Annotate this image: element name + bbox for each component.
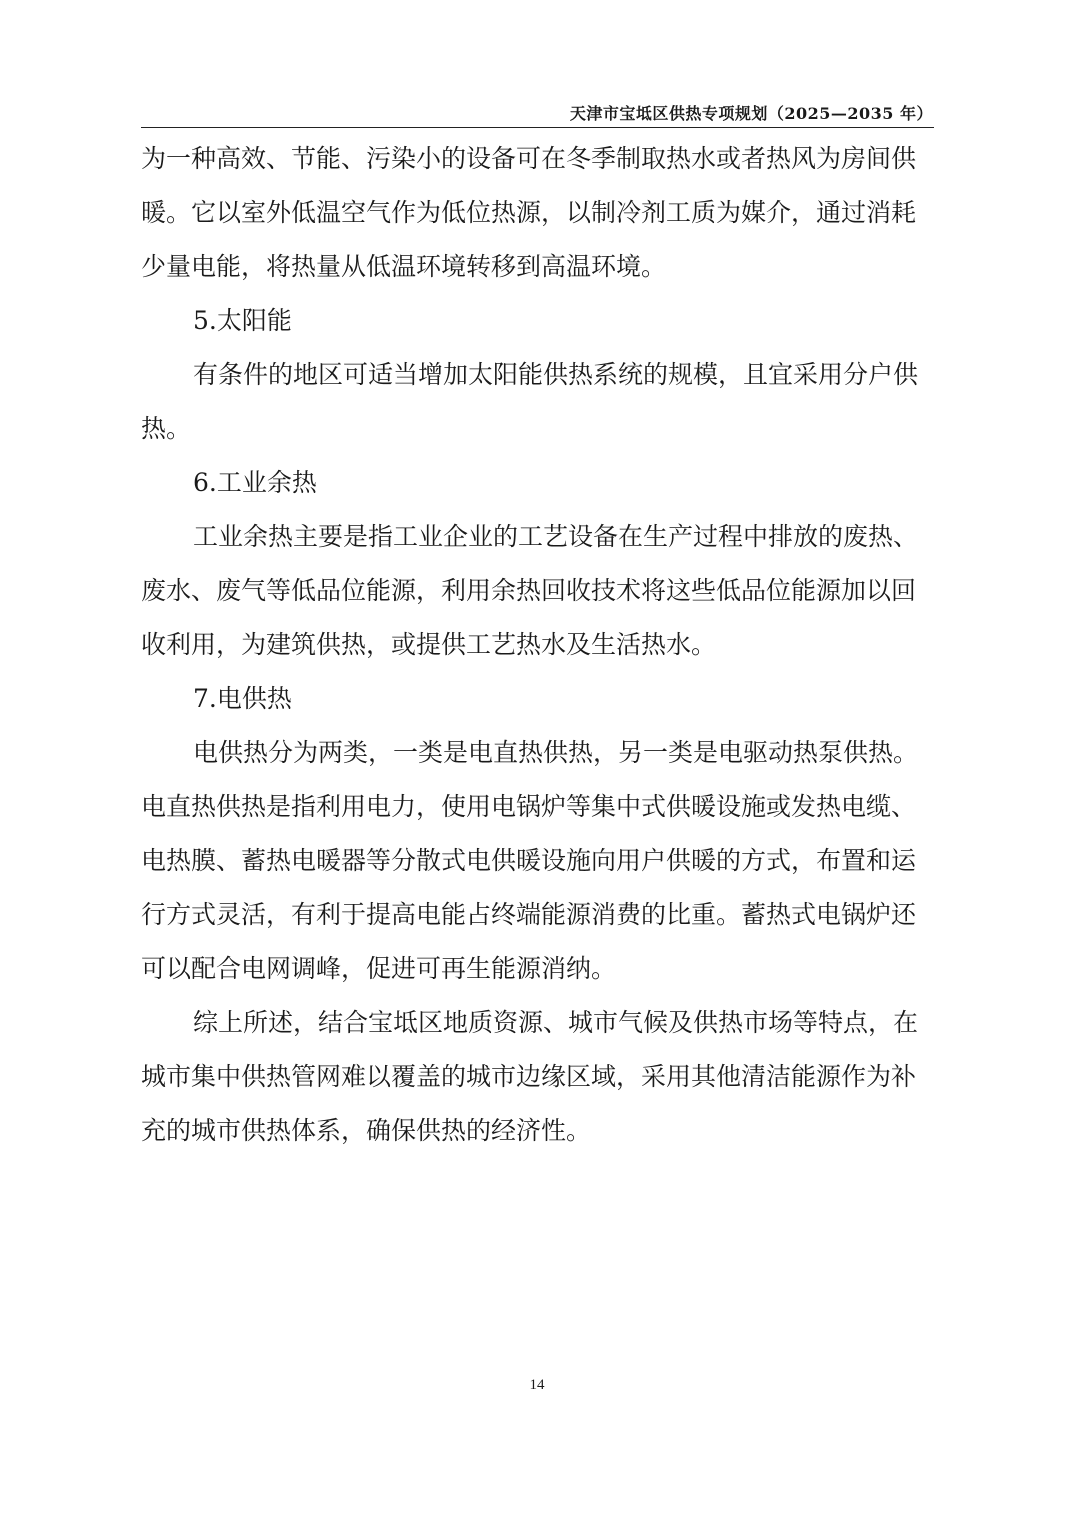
text-line: 工业余热主要是指工业企业的工艺设备在生产过程中排放的废热、: [193, 522, 919, 551]
text-line: 充的城市供热体系，确保供热的经济性。: [141, 1116, 592, 1145]
text-line: 热。: [141, 414, 192, 443]
text-line: 行方式灵活，有利于提高电能占终端能源消费的比重。蓄热式电锅炉还: [141, 900, 917, 929]
body-text: [141, 136, 934, 1162]
text-line: 综上所述，结合宝坻区地质资源、城市气候及供热市场等特点，在: [193, 1008, 919, 1037]
section-heading-industrial-waste-heat: 6.工业余热: [193, 468, 317, 497]
text-line: 为一种高效、节能、污染小的设备可在冬季制取热水或者热风为房间供: [141, 144, 917, 173]
section-heading-electric-heating: 7.电供热: [193, 684, 292, 713]
text-line: 电供热分为两类，一类是电直热供热，另一类是电驱动热泵供热。: [193, 738, 919, 767]
text-line: 废水、废气等低品位能源，利用余热回收技术将这些低品位能源加以回: [141, 576, 917, 605]
text-line: 收利用，为建筑供热，或提供工艺热水及生活热水。: [141, 630, 717, 659]
running-header: 天津市宝坻区供热专项规划（2025—2035 年）: [569, 104, 933, 123]
text-line: 少量电能，将热量从低温环境转移到高温环境。: [141, 252, 667, 281]
page-number: 14: [529, 1377, 545, 1393]
text-line: 可以配合电网调峰，促进可再生能源消纳。: [141, 954, 617, 983]
text-line: 暖。它以室外低温空气作为低位热源，以制冷剂工质为媒介，通过消耗: [141, 198, 917, 227]
text-line: 电热膜、蓄热电暖器等分散式电供暖设施向用户供暖的方式，布置和运: [141, 846, 917, 875]
section-heading-solar: 5.太阳能: [193, 306, 292, 335]
header-divider: [141, 127, 934, 128]
text-line: 城市集中供热管网难以覆盖的城市边缘区域，采用其他清洁能源作为补: [141, 1062, 917, 1091]
text-line: 有条件的地区可适当增加太阳能供热系统的规模，且宜采用分户供: [193, 360, 919, 389]
text-line: 电直热供热是指利用电力，使用电锅炉等集中式供暖设施或发热电缆、: [141, 792, 917, 821]
